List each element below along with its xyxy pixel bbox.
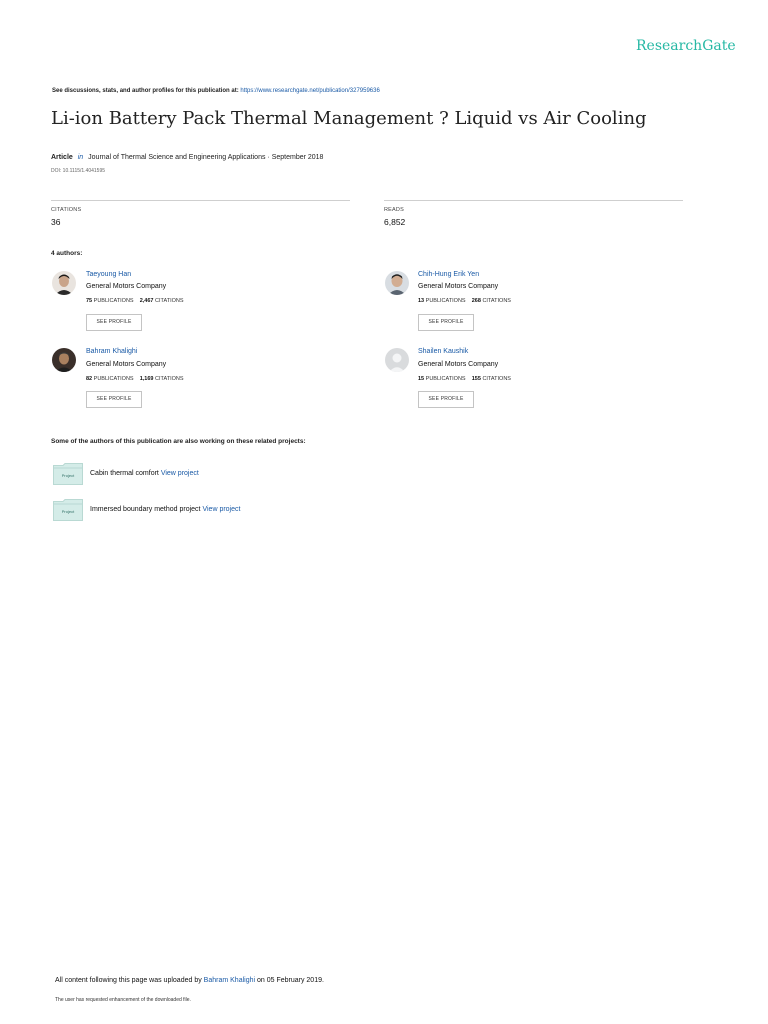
reads-divider	[384, 200, 683, 201]
reads-label: READS	[384, 207, 404, 213]
uploader-link[interactable]: Bahram Khalighi	[203, 977, 256, 984]
publications-count: 75	[86, 298, 93, 304]
project-name: Immersed boundary method project	[90, 506, 201, 513]
related-projects-heading: Some of the authors of this publication are also working on these related projects:	[51, 438, 306, 445]
author-stats	[418, 376, 511, 382]
citations-label: CITATIONS	[51, 207, 82, 213]
folder-label: Project	[61, 473, 75, 478]
upload-info	[55, 977, 324, 984]
author-photo-icon	[52, 271, 76, 295]
author-stats	[86, 376, 184, 382]
author-photo-icon	[52, 348, 76, 372]
see-profile-button[interactable]: SEE PROFILE	[86, 391, 142, 408]
view-project-link[interactable]: View project	[160, 470, 199, 477]
citations-divider	[51, 200, 350, 201]
author-photo-icon	[385, 271, 409, 295]
publication-meta	[51, 154, 323, 161]
citations-count: 2,467	[139, 298, 154, 304]
citations-value: 36	[51, 217, 61, 227]
project-row	[90, 506, 240, 513]
publications-label: PUBLICATIONS	[93, 298, 134, 304]
see-profile-button[interactable]: SEE PROFILE	[418, 314, 474, 331]
project-name: Cabin thermal comfort	[90, 470, 159, 477]
upload-date: on 05 February 2019.	[257, 977, 324, 984]
author-affiliation: General Motors Company	[86, 361, 167, 368]
publications-label: PUBLICATIONS	[93, 376, 134, 382]
publication-title: Li-ion Battery Pack Thermal Management ? Liquid vs Air Cooling	[51, 108, 647, 129]
publications-label: PUBLICATIONS	[425, 298, 466, 304]
project-row	[90, 470, 199, 477]
citations-count: 268	[471, 298, 481, 304]
discussion-intro: See discussions, stats, and author profiles for this publication at:	[52, 88, 239, 94]
authors-heading: 4 authors:	[51, 250, 83, 257]
avatar[interactable]	[52, 271, 76, 295]
publication-type: Article	[51, 154, 73, 161]
view-project-link[interactable]: View project	[202, 506, 241, 513]
project-folder-icon	[53, 499, 83, 521]
citations-count: 1,169	[139, 376, 154, 382]
author-stats	[418, 298, 511, 304]
citations-label: CITATIONS	[482, 376, 511, 382]
author-stats	[86, 298, 184, 304]
author-name-link[interactable]: Taeyoung Han	[86, 271, 132, 278]
enhancement-note: The user has requested enhancement of the downloaded file.	[55, 997, 191, 1003]
see-profile-button[interactable]: SEE PROFILE	[86, 314, 142, 331]
publications-count: 13	[418, 298, 425, 304]
publication-url-link[interactable]: https://www.researchgate.net/publication/327959636	[240, 88, 380, 94]
publications-count: 15	[418, 376, 425, 382]
author-name-link[interactable]: Shailen Kaushik	[418, 348, 469, 355]
citations-label: CITATIONS	[155, 298, 184, 304]
discussion-line	[52, 88, 380, 94]
default-avatar-icon	[385, 348, 409, 372]
author-name-link[interactable]: Bahram Khalighi	[86, 348, 138, 355]
citations-label: CITATIONS	[482, 298, 511, 304]
avatar[interactable]	[52, 348, 76, 372]
avatar[interactable]	[385, 271, 409, 295]
researchgate-logo[interactable]: ResearchGate	[636, 38, 736, 54]
publications-count: 82	[86, 376, 93, 382]
see-profile-button[interactable]: SEE PROFILE	[418, 391, 474, 408]
author-affiliation: General Motors Company	[418, 283, 499, 290]
reads-value: 6,852	[384, 217, 406, 227]
journal-name: Journal of Thermal Science and Engineering Applications · September 2018	[88, 154, 324, 161]
folder-label: Project	[61, 509, 75, 514]
doi: DOI: 10.1115/1.4041595	[51, 168, 106, 174]
citations-count: 155	[471, 376, 481, 382]
project-folder-icon	[53, 463, 83, 485]
avatar[interactable]	[385, 348, 409, 372]
citations-label: CITATIONS	[155, 376, 184, 382]
publications-label: PUBLICATIONS	[425, 376, 466, 382]
author-name-link[interactable]: Chih-Hung Erik Yen	[418, 271, 480, 278]
author-affiliation: General Motors Company	[86, 283, 167, 290]
upload-prefix: All content following this page was uploaded by	[55, 977, 202, 984]
author-affiliation: General Motors Company	[418, 361, 499, 368]
in-word: in	[77, 154, 84, 161]
